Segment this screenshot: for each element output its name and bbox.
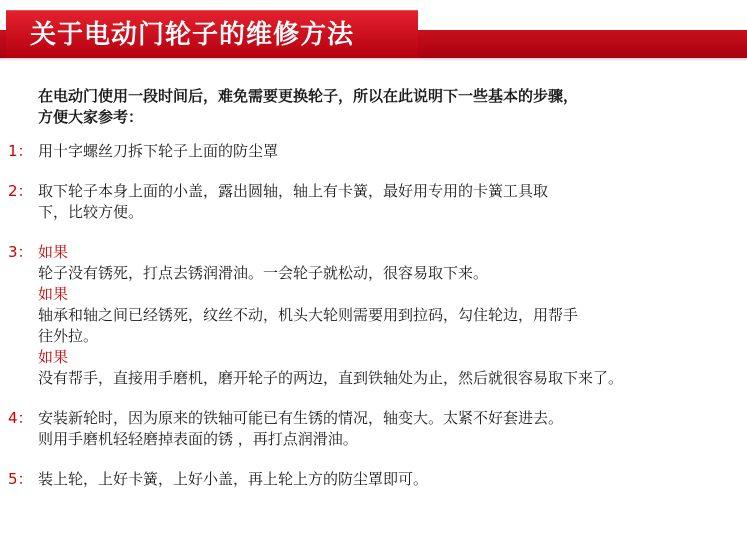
title-banner	[0, 0, 747, 62]
step-1	[0, 141, 747, 162]
step-number: 5：	[8, 470, 33, 488]
step-number: 1：	[8, 142, 33, 160]
intro-line: 在电动门使用一段时间后，难免需要更换轮子，所以在此说明下一些基本的步骤，	[38, 87, 579, 105]
step-number: 2：	[8, 182, 33, 200]
step-text: 安装新轮时，因为原来的铁轴可能已有生锈的情况，轴变大。太紧不好套进去。	[38, 409, 564, 427]
step-4	[0, 408, 747, 450]
step-text: 取下轮子本身上面的小盖，露出圆轴，轴上有卡簧，最好用专用的卡簧工具取	[38, 182, 549, 200]
article-body	[0, 86, 747, 509]
case-label: 如果	[38, 348, 69, 366]
banner-shadow	[0, 58, 747, 61]
step-number: 3：	[8, 243, 33, 261]
step-text: 轮子没有锈死，打点去锈润滑油。一会轮子就松动，很容易取下来。	[38, 264, 489, 282]
step-5	[0, 469, 747, 490]
case-label: 如果	[38, 285, 69, 303]
case-label: 如果	[38, 243, 69, 261]
step-number: 4：	[8, 409, 33, 427]
step-text: 下，比较方便。	[38, 203, 144, 221]
step-text: 轴承和轴之间已经锈死，纹丝不动，机头大轮则需要用到拉码，勾住轮边，用帮手	[38, 306, 579, 324]
page-title: 关于电动门轮子的维修方法	[30, 20, 355, 50]
step-text: 用十字螺丝刀拆下轮子上面的防尘罩	[38, 142, 279, 160]
step-text: 装上轮，上好卡簧，上好小盖，再上轮上方的防尘罩即可。	[38, 470, 429, 488]
step-text: 则用手磨机轻轻磨掉表面的锈 ，再打点润滑油。	[38, 430, 358, 448]
step-2	[0, 181, 747, 223]
step-3	[0, 242, 747, 389]
intro-paragraph	[38, 86, 747, 128]
step-text: 没有帮手，直接用手磨机，磨开轮子的两边，直到铁轴处为止，然后就很容易取下来了。	[38, 369, 624, 387]
step-text: 往外拉。	[38, 327, 99, 345]
intro-line: 方便大家参考：	[38, 108, 144, 126]
